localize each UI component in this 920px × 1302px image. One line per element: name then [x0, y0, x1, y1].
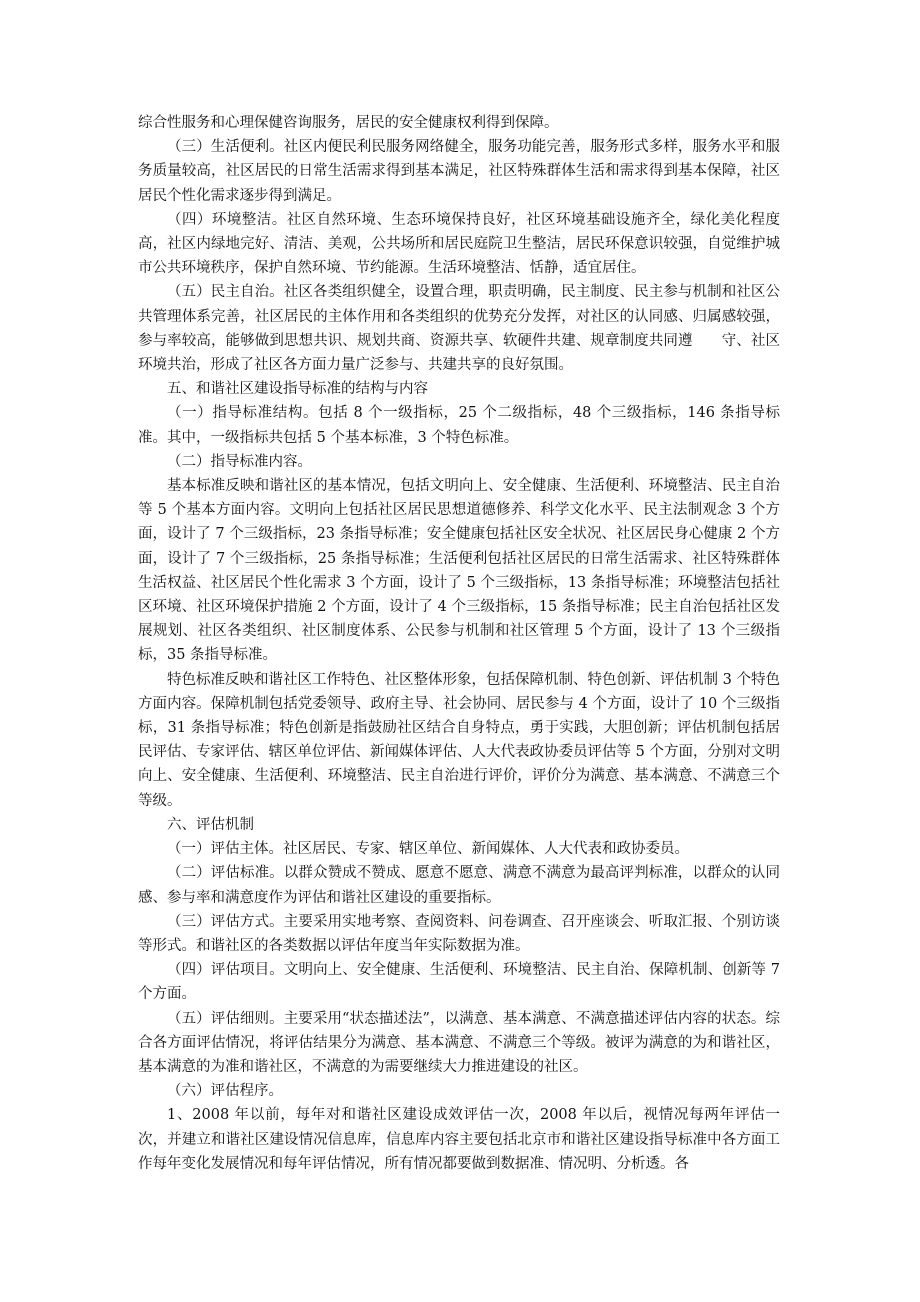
section-heading: 六、评估机制 [167, 816, 254, 833]
section-heading: 五、和谐社区建设指导标准的结构与内容 [167, 381, 428, 398]
paragraph: 综合性服务和心理保健咨询服务，居民的安全健康权利得到保障。 [138, 115, 559, 131]
paragraph: （二）评估标准。以群众赞成不赞成、愿意不愿意、满意不满意为最高评判标准，以群众的认同感、参与率和满意度作为评估和谐社区建设的重要指标。 [138, 865, 780, 906]
paragraph: 基本标准反映和谐社区的基本情况，包括文明向上、安全健康、生活便利、环境整洁、民主自治等 5 个基本方面内容。文明向上包括社区居民思想道德修养、科学文化水平、民主法制观念 3 个方面，设计了 7 个三级指标，23 条指导标准；安全健康包括社区安全状况、社区居民身心健康 2 个方面，设计了 7 个三级指标，25 条指导标准；生活便利包括社区居民的日常生活需求、社区特殊群体生活权益、社区居民个性化需求 3 个方面，设计了 5 个三级指标，13 条指导标准；环境整洁包括社区环境、社区环境保护措施 2 个方面，设计了 4 个三级指标，15 条指导标准；民主自治包括社区发展规划、社区各类组织、社区制度体系、公民参与机制和社区管理 5 个方面，设计了 13 个三级指标，35 条指导标准。 [138, 478, 780, 664]
paragraph: （三）生活便利。社区内便民利民服务网络健全，服务功能完善，服务形式多样，服务水平和服务质量较高，社区居民的日常生活需求得到基本满足，社区特殊群体生活和需求得到基本保障，社区居民个性化需求逐步得到满足。 [138, 139, 780, 204]
paragraph: （五）民主自治。社区各类组织健全，设置合理，职责明确，民主制度、民主参与机制和社区公共管理体系完善，社区居民的主体作用和各类组织的优势充分发挥，对社区的认同感、归属感较强，参与率较高，能够做到思想共识、规划共商、资源共享、软硬件共建、规章制度共同遵 守、社区环境共治，形成了社区各方面力量广泛参与、共建共享的良好氛围。 [138, 284, 780, 374]
paragraph: （三）评估方式。主要采用实地考察、查阅资料、问卷调查、召开座谈会、听取汇报、个别访谈等形式。和谐社区的各类数据以评估年度当年实际数据为准。 [138, 913, 780, 954]
paragraph: （四）环境整洁。社区自然环境、生态环境保持良好，社区环境基础设施齐全，绿化美化程度高，社区内绿地完好、清洁、美观，公共场所和居民庭院卫生整洁，居民环保意识较强，自觉维护城市公共环境秩序，保护自然环境、节约能源。生活环境整洁、恬静，适宜居住。 [138, 211, 780, 277]
document-body [138, 111, 780, 1176]
paragraph: （二）指导标准内容。 [167, 453, 312, 470]
paragraph: 特色标准反映和谐社区工作特色、社区整体形象，包括保障机制、特色创新、评估机制 3 个特色方面内容。保障机制包括党委领导、政府主导、社会协同、居民参与 4 个方面，设计了 10 个三级指标，31 条指导标准；特色创新是指鼓励社区结合自身特点，勇于实践，大胆创新；评估机制包括居民评估、专家评估、辖区单位评估、新闻媒体评估、人大代表政协委员评估等 5 个方面，分别对文明向上、安全健康、生活便利、环境整洁、民主自治进行评价，评价分为满意、基本满意、不满意三个等级。 [138, 671, 780, 809]
paragraph: （四）评估项目。文明向上、安全健康、生活便利、环境整洁、民主自治、保障机制、创新等 7 个方面。 [138, 962, 780, 1003]
paragraph: （六）评估程序。 [167, 1083, 283, 1100]
paragraph: （五）评估细则。主要采用“状态描述法”，以满意、基本满意、不满意描述评估内容的状态。综合各方面评估情况，将评估结果分为满意、基本满意、不满意三个等级。被评为满意的为和谐社区，基本满意的为准和谐社区，不满意的为需要继续大力推进建设的社区。 [138, 1010, 780, 1075]
paragraph: （一）评估主体。社区居民、专家、辖区单位、新闻媒体、人大代表和政协委员。 [167, 841, 689, 858]
paragraph: （一）指导标准结构。包括 8 个一级指标，25 个二级指标，48 个三级指标，146 条指导标准。其中，一级指标共包括 5 个基本标准，3 个特色标准。 [138, 405, 780, 446]
paragraph: 1、2008 年以前，每年对和谐社区建设成效评估一次，2008 年以后，视情况每两年评估一次，并建立和谐社区建设情况信息库，信息库内容主要包括北京市和谐社区建设指导标准中各方面工作每年变化发展情况和每年评估情况，所有情况都要做到数据准、情况明、分析透。各 [138, 1107, 780, 1172]
